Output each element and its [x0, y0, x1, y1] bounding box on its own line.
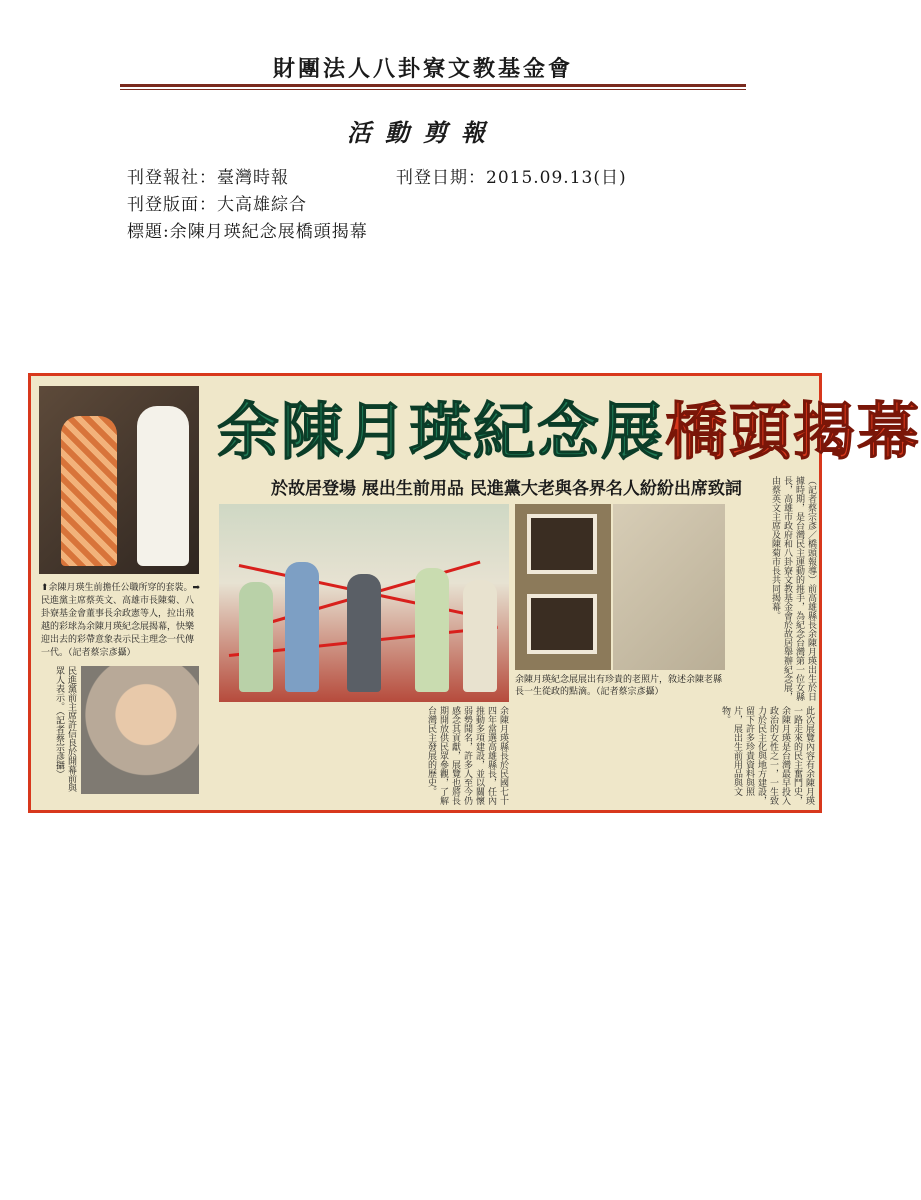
ribbon-ceremony-photo	[219, 504, 509, 702]
newspaper-clipping	[28, 373, 921, 813]
exhibition-plaque-photo	[613, 504, 725, 670]
document-type-title: 活動剪報	[347, 118, 499, 147]
article-column-2: 此次展覽內容有余陳月瑛一路走來的民主奮鬥史，余陳月瑛是台灣最早投入政治的女性之一，一生致力於民主化與地方建設，留下許多珍貴資料與照片，展出生前用品與文物。	[720, 706, 814, 805]
newspaper-field: 刊登報社：臺灣時報	[127, 168, 289, 188]
frames-photo-caption: 余陳月瑛紀念展展出有珍貴的老照片，敘述余陳老縣長一生從政的點滴。（記者蔡宗彥攝）	[515, 675, 723, 697]
old-photographs	[515, 504, 611, 670]
foundation-name: 財團法人八卦寮文教基金會	[272, 56, 573, 82]
article-column-1: （記者蔡宗彥／橋頭報導）前高雄縣長余陳月瑛出生於日據時期，是台灣民主運動的推手，為紀念台灣第一位女縣長，高雄市政府和八卦寮文教基金會於故居舉辦紀念展，由蔡英文主席及陳菊市長共同揭幕。	[770, 476, 816, 701]
dress-photo-caption: ⬆余陳月瑛生前擔任公職所穿的套裝。➡民進黨主席蔡英文、高雄市長陳菊、八卦寮基金會董事長余政憲等人，拉出飛越的彩球為余陳月瑛紀念展揭幕，快樂迎出去的彩帶意象表示民主理念一代傳一代。（記者蔡宗彥攝）	[41, 583, 201, 658]
clipping-headline	[217, 382, 921, 471]
headline-green-part: 余陳月瑛紀念展	[217, 395, 666, 468]
article-column-3: 余陳月瑛縣長於民國七十四年當選高雄縣長，任內推動多項建設，並以關懷弱勢聞名，許多人至今仍感念其貢獻，展覽也將長期開放供民眾參觀，了解台灣民主發展的歷史。	[426, 706, 508, 805]
dress-photo	[39, 386, 199, 574]
man-photo-caption: 民進黨前主席許信良於開幕前與眾人表示。（記者蔡宗彥攝）	[54, 666, 76, 792]
publish-date-field: 刊登日期：2015.09.13(日)	[396, 168, 627, 188]
header-rule-thin	[120, 89, 746, 90]
headline-field: 標題:余陳月瑛紀念展橋頭揭幕	[127, 222, 368, 242]
headline-red-part: 橋頭揭幕	[665, 395, 921, 468]
section-field: 刊登版面：大高雄綜合	[127, 195, 307, 215]
clipping-subheadline: 於故居登場 展出生前用品 民進黨大老與各界名人紛紛出席致詞	[271, 479, 742, 499]
header-rule	[120, 84, 746, 87]
man-portrait-photo	[81, 666, 199, 794]
